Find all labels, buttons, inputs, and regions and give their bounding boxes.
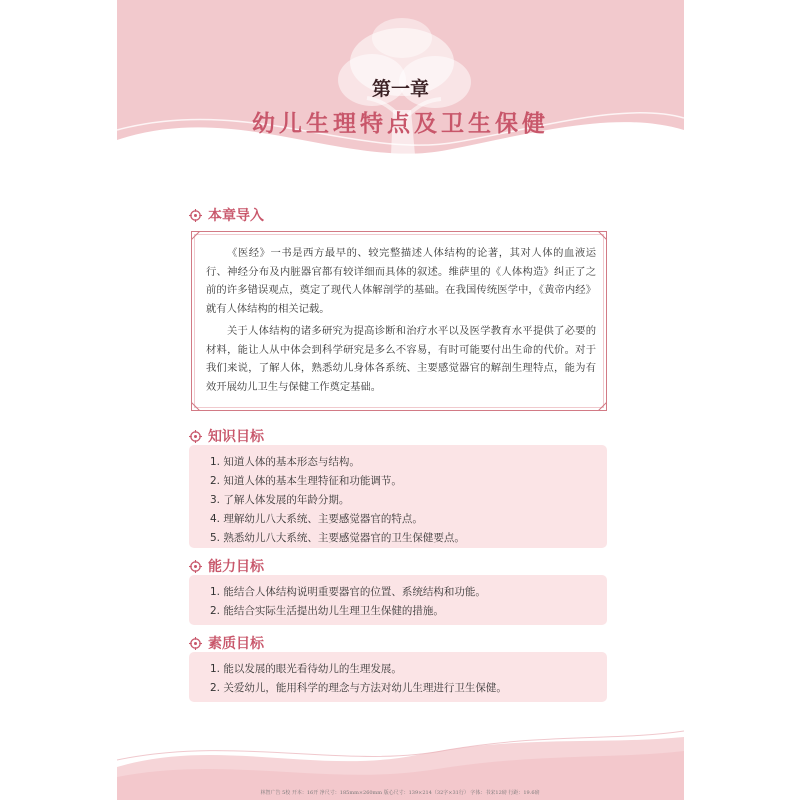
crosshair-icon [189, 637, 202, 650]
list-item: 5. 熟悉幼儿八大系统、主要感觉器官的卫生保健要点。 [210, 532, 465, 544]
chapter-title: 幼儿生理特点及卫生保健 [252, 110, 549, 137]
quality-heading [189, 633, 264, 653]
crosshair-icon [189, 560, 202, 573]
quality-heading-label: 素质目标 [208, 636, 264, 652]
intro-paragraph-2: 关于人体结构的诸多研究为提高诊断和治疗水平以及医学教育水平提供了必要的材料，能让人从中体会到科学研究是多么不容易，有时可能要付出生命的代价。对于我们来说，了解人体，熟悉幼儿身体各系统、主要感觉器官的解剖生理特点，能为有效开展幼儿卫生与保健工作奠定基础。 [206, 325, 596, 393]
crosshair-icon [189, 209, 202, 222]
ability-heading [189, 556, 264, 576]
footer-wave [117, 715, 684, 800]
print-info: 林智广告 5校 开本：16开 净尺寸：185mm×260mm 版心尺寸：139×214（32字×31行） 字体：书宋12磅 行距：19.6磅 [260, 790, 540, 796]
knowledge-heading [189, 426, 264, 446]
chapter-number: 第一章 [371, 78, 429, 100]
list-item: 3. 了解人体发展的年龄分期。 [210, 494, 350, 506]
intro-heading-label: 本章导入 [208, 208, 264, 224]
list-item: 4. 理解幼儿八大系统、主要感觉器官的特点。 [210, 513, 423, 525]
ability-goal-list [189, 575, 607, 625]
ability-heading-label: 能力目标 [208, 559, 264, 575]
list-item: 1. 能以发展的眼光看待幼儿的生理发展。 [210, 663, 402, 675]
list-item: 2. 能结合实际生活提出幼儿生理卫生保健的措施。 [210, 605, 444, 617]
intro-heading [189, 205, 264, 225]
crosshair-icon [189, 430, 202, 443]
list-item: 2. 关爱幼儿，能用科学的理念与方法对幼儿生理进行卫生保健。 [210, 682, 507, 694]
intro-box [191, 231, 607, 411]
quality-goal-list [189, 652, 607, 702]
knowledge-heading-label: 知识目标 [208, 429, 264, 445]
list-item: 1. 知道人体的基本形态与结构。 [210, 456, 360, 468]
knowledge-goal-list [189, 445, 607, 548]
list-item: 1. 能结合人体结构说明重要器官的位置、系统结构和功能。 [210, 586, 486, 598]
intro-paragraph-1: 《医经》一书是西方最早的、较完整描述人体结构的论著，其对人体的血液运行、神经分布及内脏器官都有较详细而具体的叙述。维萨里的《人体构造》纠正了之前的许多错误观点，奠定了现代人体解剖学的基础。在我国传统医学中，《黄帝内经》就有人体结构的相关记载。 [206, 247, 596, 315]
chapter-header [117, 0, 684, 160]
list-item: 2. 知道人体的基本生理特征和功能调节。 [210, 475, 402, 487]
